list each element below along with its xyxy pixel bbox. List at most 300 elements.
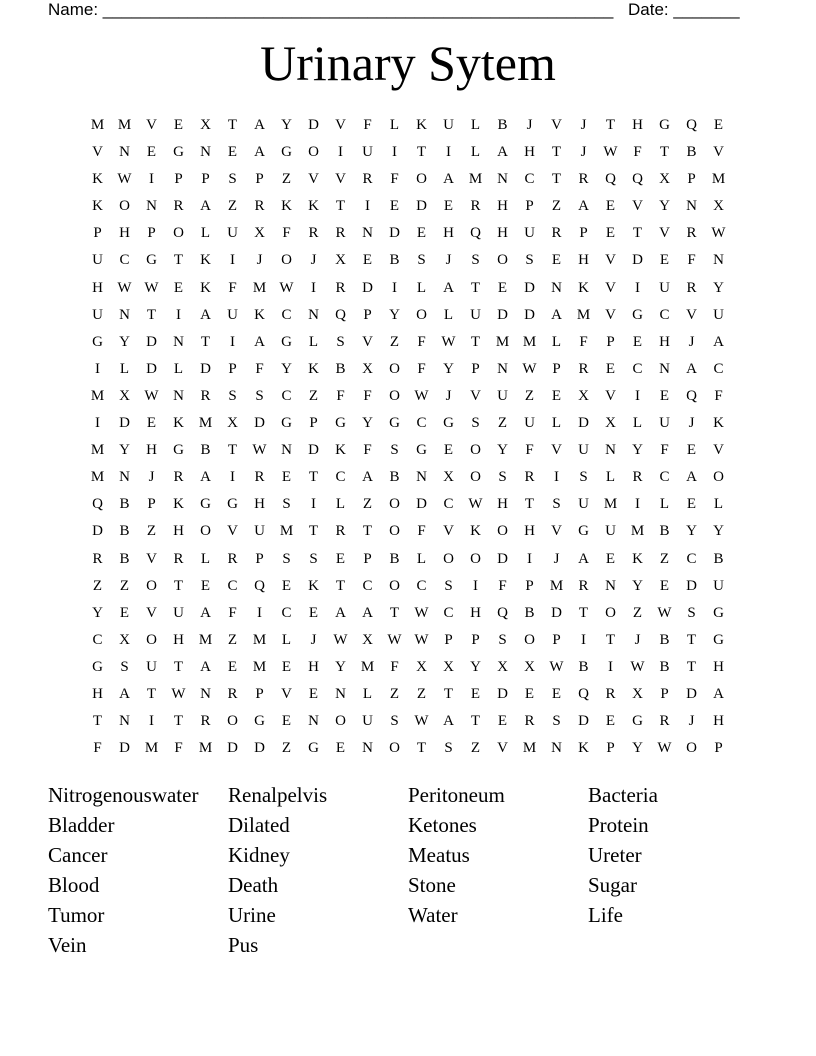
grid-letter: J [445,252,452,269]
grid-letter: H [497,198,508,215]
grid-letter: K [173,496,184,513]
grid-letter: A [713,333,724,350]
grid-letter: E [362,252,373,269]
grid-letter: U [713,577,724,594]
grid-letter: A [200,306,211,323]
grid-letter: N [605,442,616,459]
grid-letter: S [687,604,696,621]
grid-letter: E [227,144,238,161]
grid-letter: D [389,225,400,242]
grid-letter: V [281,685,292,702]
grid-letter: C [281,604,292,621]
grid-letter: E [659,577,670,594]
grid-letter: A [335,604,346,621]
grid-letter: B [659,631,670,648]
grid-row [84,627,732,654]
grid-letter: X [416,658,427,675]
grid-letter: X [605,415,616,432]
grid-letter: F [336,387,345,404]
grid-letter: W [468,496,483,513]
grid-letter: E [443,198,454,215]
grid-letter: O [470,550,481,567]
grid-letter: X [578,387,589,404]
grid-letter: Q [578,685,589,702]
grid-letter: U [578,496,589,513]
grid-letter: D [254,415,265,432]
grid-letter: D [146,360,157,377]
grid-letter: N [308,306,319,323]
grid-letter: A [362,469,373,486]
grid-letter: E [227,658,238,675]
grid-letter: R [227,685,238,702]
grid-letter: D [362,279,373,296]
grid-letter: C [524,171,535,188]
grid-letter: O [497,252,508,269]
grid-letter: Y [443,360,454,377]
grid-letter: G [632,306,643,323]
grid-letter: C [659,306,670,323]
grid-letter: A [713,685,724,702]
grid-letter: Z [146,523,157,540]
grid-letter: J [634,631,641,648]
grid-letter: R [551,225,562,242]
grid-letter: J [445,387,452,404]
grid-letter: E [605,713,616,730]
grid-letter: M [495,333,510,350]
grid-letter: L [416,279,427,296]
grid-letter: S [390,442,399,459]
grid-letter: Q [470,225,481,242]
grid-letter: D [416,496,427,513]
grid-letter: G [659,117,670,133]
grid-letter: V [497,740,508,757]
grid-letter: R [524,713,535,730]
word-list-item: Ketones [408,813,477,837]
grid-letter: T [92,713,103,730]
grid-letter: H [146,442,157,459]
grid-letter: T [200,333,211,350]
grid-letter: P [471,360,480,377]
grid-letter: G [173,442,184,459]
grid-letter: R [578,171,589,188]
grid-letter: G [227,496,238,513]
grid-letter: F [228,604,237,621]
grid-letter: W [171,685,186,702]
grid-letter: X [659,171,670,188]
grid-letter: Y [119,442,130,459]
grid-letter: N [119,144,130,161]
grid-letter: I [635,496,640,513]
grid-letter: M [360,658,375,675]
grid-letter: G [335,415,346,432]
grid-letter: H [524,144,535,161]
grid-letter: N [362,740,373,757]
grid-row [84,247,732,274]
grid-letter: T [389,604,400,621]
grid-letter: P [660,685,669,702]
grid-letter: V [470,387,481,404]
grid-letter: F [282,225,291,242]
grid-letter: U [605,523,616,540]
grid-letter: P [174,171,183,188]
grid-letter: Z [524,387,535,404]
grid-letter: F [390,658,399,675]
grid-letter: U [146,658,157,675]
grid-letter: S [498,631,507,648]
grid-letter: U [92,252,103,269]
grid-letter: D [578,415,589,432]
grid-letter: D [497,550,508,567]
grid-letter: O [119,198,130,215]
grid-letter: I [338,144,343,161]
grid-letter: D [146,333,157,350]
grid-letter: R [200,387,211,404]
grid-letter: T [173,658,184,675]
grid-letter: T [416,740,427,757]
grid-letter: I [527,550,532,567]
grid-letter: Y [497,442,508,459]
grid-letter: S [417,252,426,269]
grid-letter: A [200,604,211,621]
grid-letter: S [282,496,291,513]
grid-letter: D [200,360,211,377]
grid-letter: D [578,713,589,730]
grid-letter: A [119,685,130,702]
grid-letter: V [659,225,670,242]
grid-letter: M [522,740,537,757]
grid-letter: H [443,225,454,242]
grid-letter: I [554,469,559,486]
grid-letter: H [173,523,184,540]
grid-letter: X [713,198,724,215]
grid-letter: G [416,442,427,459]
grid-letter: E [470,685,481,702]
grid-letter: F [390,171,399,188]
grid-letter: I [392,279,397,296]
grid-letter: E [713,117,724,133]
grid-letter: V [551,117,562,133]
grid-letter: S [228,387,237,404]
grid-letter: A [443,713,454,730]
grid-letter: R [335,523,346,540]
grid-letter: B [659,658,670,675]
grid-letter: A [497,144,508,161]
grid-letter: R [686,225,697,242]
grid-letter: G [92,333,103,350]
grid-letter: A [200,198,211,215]
grid-letter: F [363,442,372,459]
grid-letter: J [688,333,695,350]
grid-letter: E [281,469,292,486]
grid-letter: D [686,685,697,702]
grid-letter: J [580,117,587,133]
grid-letter: C [281,306,292,323]
grid-letter: S [255,387,264,404]
grid-letter: F [417,333,426,350]
word-list-item: Bladder [48,813,115,837]
grid-letter: N [173,333,184,350]
grid-letter: H [713,658,724,675]
grid-letter: E [308,604,319,621]
grid-letter: P [525,577,534,594]
grid-letter: I [635,387,640,404]
word-list-item: Sugar [588,873,637,897]
grid-letter: Z [551,198,562,215]
grid-letter: R [173,469,184,486]
grid-letter: W [279,279,294,296]
grid-letter: W [117,171,132,188]
grid-letter: B [659,523,670,540]
grid-letter: F [93,740,102,757]
grid-letter: S [444,740,453,757]
grid-letter: T [173,713,184,730]
grid-letter: L [119,360,130,377]
grid-letter: M [198,740,213,757]
grid-letter: J [256,252,263,269]
grid-letter: H [470,604,481,621]
grid-letter: B [578,658,589,675]
grid-letter: Y [632,740,643,757]
grid-letter: I [149,713,154,730]
grid-letter: C [92,631,103,648]
grid-letter: Z [119,577,130,594]
grid-letter: Y [92,604,103,621]
grid-letter: K [713,415,724,432]
grid-letter: I [635,279,640,296]
grid-letter: R [362,171,373,188]
grid-letter: E [173,117,184,133]
grid-letter: P [228,360,237,377]
grid-letter: S [579,469,588,486]
grid-letter: A [578,550,589,567]
grid-letter: T [443,685,454,702]
grid-letter: V [92,144,103,161]
grid-letter: V [713,442,724,459]
grid-letter: Y [281,360,292,377]
grid-letter: O [389,740,400,757]
grid-letter: O [281,252,292,269]
grid-letter: C [119,252,130,269]
grid-letter: R [227,550,238,567]
word-list-item: Dilated [228,813,290,837]
header-line [48,0,748,20]
grid-letter: Z [389,685,400,702]
grid-letter: H [254,496,265,513]
grid-letter: N [200,144,211,161]
grid-letter: A [362,604,373,621]
grid-letter: V [632,198,643,215]
grid-letter: W [414,604,429,621]
grid-letter: J [553,550,560,567]
grid-letter: E [416,225,427,242]
grid-row [84,654,732,681]
grid-letter: O [308,144,319,161]
grid-letter: N [686,198,697,215]
grid-letter: E [200,577,211,594]
grid-letter: I [230,252,235,269]
word-list-item: Blood [48,873,100,897]
name-field-label[interactable]: Name: ______________________________________________________ [48,0,614,19]
grid-letter: N [119,306,130,323]
grid-letter: D [551,604,562,621]
grid-letter: M [90,469,105,486]
grid-letter: O [146,577,157,594]
grid-letter: T [227,117,238,133]
grid-letter: P [363,306,372,323]
grid-letter: I [473,577,478,594]
grid-letter: T [227,442,238,459]
word-list-row [48,870,768,900]
grid-letter: W [414,713,429,730]
grid-letter: P [552,360,561,377]
date-field-label[interactable]: Date: _______ [628,0,740,19]
grid-letter: M [90,442,105,459]
grid-letter: F [228,279,237,296]
grid-letter: U [92,306,103,323]
grid-letter: Y [335,658,346,675]
grid-letter: M [576,306,591,323]
grid-letter: C [632,360,643,377]
grid-letter: G [308,740,319,757]
grid-letter: A [686,469,697,486]
grid-letter: W [441,333,456,350]
grid-letter: M [252,631,267,648]
grid-letter: O [173,225,184,242]
grid-letter: S [471,415,480,432]
grid-letter: A [443,279,454,296]
grid-letter: Z [497,415,508,432]
grid-letter: L [416,550,427,567]
grid-letter: K [92,171,103,188]
grid-letter: T [686,631,697,648]
grid-letter: G [200,496,211,513]
grid-letter: R [173,198,184,215]
grid-letter: L [443,306,454,323]
grid-letter: T [308,523,319,540]
grid-letter: T [173,252,184,269]
grid-letter: Y [686,523,697,540]
grid-letter: T [659,144,670,161]
grid-letter: S [525,252,534,269]
grid-letter: K [281,198,292,215]
grid-letter: G [389,415,400,432]
grid-letter: D [686,577,697,594]
grid-letter: E [146,415,157,432]
grid-letter: V [551,442,562,459]
grid-letter: L [659,496,670,513]
grid-letter: P [309,415,318,432]
grid-letter: P [606,740,615,757]
grid-letter: G [713,631,724,648]
grid-letter: X [632,685,643,702]
word-list-item: Protein [588,813,649,837]
grid-letter: H [119,225,130,242]
grid-row [84,681,732,708]
grid-letter: N [362,225,373,242]
grid-letter: Q [335,306,346,323]
grid-letter: I [581,631,586,648]
grid-row [84,220,732,247]
grid-letter: E [443,442,454,459]
grid-letter: G [578,523,589,540]
grid-letter: C [362,577,373,594]
grid-letter: E [551,252,562,269]
grid-letter: H [713,713,724,730]
grid-letter: B [200,442,211,459]
grid-letter: P [525,198,534,215]
grid-letter: B [389,469,400,486]
grid-letter: E [524,685,535,702]
grid-letter: I [311,496,316,513]
grid-letter: V [443,523,454,540]
grid-letter: E [659,387,670,404]
grid-letter: O [227,713,238,730]
grid-letter: H [497,496,508,513]
grid-letter: O [497,523,508,540]
grid-letter: T [335,198,346,215]
grid-letter: O [389,496,400,513]
grid-letter: R [686,279,697,296]
grid-letter: I [149,171,154,188]
grid-letter: Z [389,333,400,350]
grid-row [84,193,732,220]
grid-letter: Z [659,550,670,567]
grid-letter: I [392,144,397,161]
grid-letter: Z [416,685,427,702]
grid-letter: F [363,387,372,404]
grid-letter: Y [632,577,643,594]
grid-letter: M [252,658,267,675]
grid-letter: R [524,469,535,486]
grid-letter: X [254,225,265,242]
grid-letter: H [632,117,643,133]
word-list-item: Urine [228,903,276,927]
grid-letter: U [659,279,670,296]
grid-letter: M [144,740,159,757]
grid-letter: X [524,658,535,675]
grid-letter: C [713,360,724,377]
grid-letter: U [713,306,724,323]
grid-letter: M [630,523,645,540]
grid-letter: E [605,550,616,567]
grid-letter: L [632,415,643,432]
grid-letter: V [146,604,157,621]
grid-letter: G [173,144,184,161]
grid-letter: F [363,117,372,133]
grid-letter: E [686,442,697,459]
grid-letter: W [657,740,672,757]
grid-letter: F [417,360,426,377]
grid-letter: R [308,225,319,242]
grid-letter: K [632,550,643,567]
grid-letter: R [605,685,616,702]
grid-letter: F [714,387,723,404]
grid-letter: M [603,496,618,513]
grid-letter: V [146,550,157,567]
grid-letter: X [119,387,130,404]
page-title: Urinary Sytem [260,35,556,91]
grid-letter: R [92,550,103,567]
grid-row [84,437,732,464]
word-list-item: Meatus [408,843,470,867]
word-list-item: Renalpelvis [228,783,328,807]
grid-letter: V [551,523,562,540]
grid-letter: O [389,523,400,540]
grid-letter: Y [362,415,373,432]
grid-letter: V [605,252,616,269]
grid-letter: N [497,360,508,377]
grid-letter: T [470,279,481,296]
